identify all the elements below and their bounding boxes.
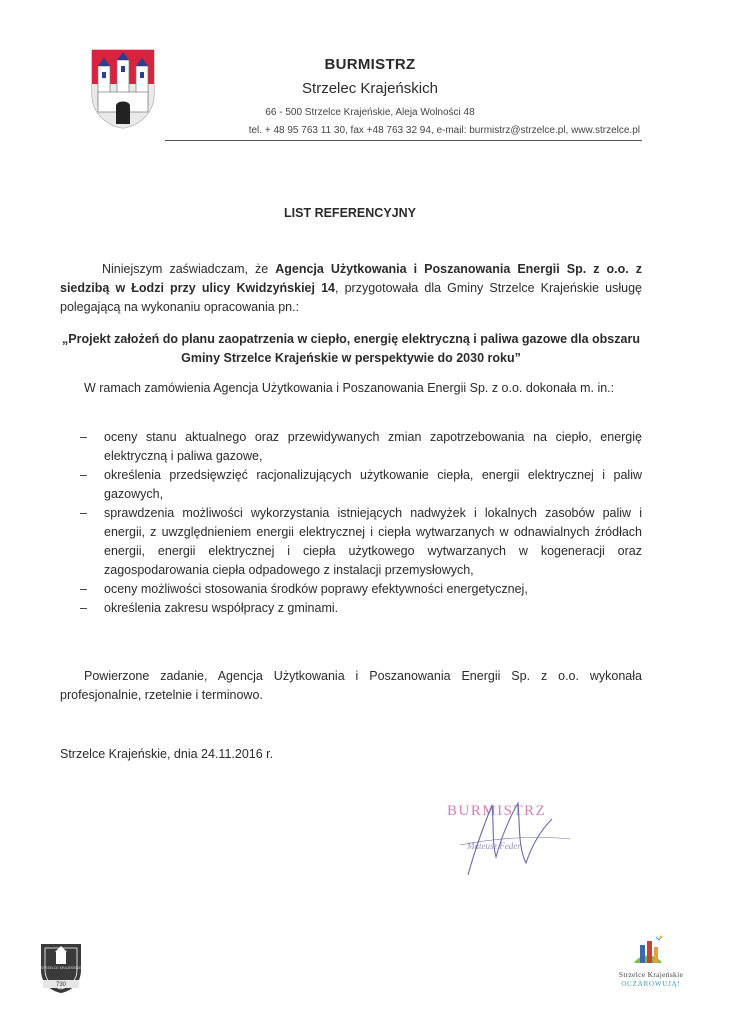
list-dash: – (80, 468, 87, 482)
list-item-text: określenia przedsięwzięć racjonalizujących użytkowanie ciepła, energii elektrycznej i paliw gazowych, (104, 468, 642, 501)
list-item (80, 428, 642, 466)
list-item (80, 599, 642, 618)
city-logo-tagline: OCZAROWUJĄ! (621, 980, 681, 988)
list-item-text: określenia zakresu współpracy z gminami. (104, 601, 339, 615)
intro-text-b: , przygotowała dla Gminy Strzelce Krajeńskie usługę polegającą na wykonaniu opracowania pn.: (60, 281, 642, 314)
coat-of-arms-icon (90, 48, 156, 130)
list-dash: – (80, 582, 87, 596)
mayor-stamp: BURMISTRZ (447, 803, 547, 819)
seal-text: STRZELCE KRAJEŃSKIE (40, 966, 82, 970)
city-logo-name: Strzelce Krajeńskie (618, 970, 684, 979)
header-divider (165, 140, 642, 141)
completion-text: Powierzone zadanie, Agencja Użytkowania i Poszanowania Energii Sp. z o.o. wykonała profesjonalnie, rzetelnie i terminowo. (60, 669, 642, 702)
list-item (80, 466, 642, 504)
intro-text-a: Niniejszym zaświadczam, że (102, 262, 276, 276)
signer-name: Mateusz Feder (467, 841, 521, 851)
list-dash: – (80, 506, 87, 520)
project-title: „Projekt założeń do planu zaopatrzenia w ciepło, energię elektryczną i paliwa gazowe dla obszaru Gminy Strzelce Krajeńskie w perspektywie do 2030 roku” (62, 332, 640, 365)
list-item (80, 504, 642, 580)
list-item (80, 580, 642, 599)
signature-icon (440, 795, 580, 880)
list-dash: – (80, 601, 87, 615)
list-dash: – (80, 430, 87, 444)
place-date: Strzelce Krajeńskie, dnia 24.11.2016 r. (60, 747, 274, 761)
intro-paragraph (60, 260, 642, 317)
list-item-text: oceny możliwości stosowania środków poprawy efektywności energetycznej, (104, 582, 528, 596)
order-text: W ramach zamówienia Agencja Użytkowania i Poszanowania Energii Sp. z o.o. dokonała m. in.: (84, 381, 615, 395)
header-contact: tel. + 48 95 763 11 30, fax +48 763 32 94, e-mail: burmistrz@strzelce.pl, www.strzelce.pl (248, 125, 640, 136)
intro-agency: Agencja Użytkowania i Poszanowania Energii Sp. z o.o. z siedzibą w Łodzi przy ulicy Kwidzyńskiej 14 (60, 262, 642, 295)
list-item-text: sprawdzenia możliwości wykorzystania istniejących nadwyżek i lokalnych zasobów paliw i energii, z uwzględnieniem energii elektrycznej i ciepła wytwarzanych w odnawialnych źródłach energii, energii elektrycznej i ciepła użytkowego wytwarzanych w kogeneracji oraz zagospodarowania ciepła odpadowego z instalacji przemysłowych, (104, 506, 642, 577)
header-subtitle: Strzelec Krajeńskich (302, 80, 438, 97)
seal-number: 730 (55, 982, 66, 988)
completion-paragraph (60, 667, 642, 705)
list-item-text: oceny stanu aktualnego oraz przewidywanych zmian zapotrzebowania na ciepło, energię elektryczną i paliwa gazowe, (104, 430, 642, 463)
order-paragraph (60, 379, 642, 398)
scope-list (80, 428, 642, 618)
document-title: LIST REFERENCYJNY (284, 206, 416, 220)
header-address: 66 - 500 Strzelce Krajeńskie, Aleja Wolności 48 (265, 107, 475, 118)
city-logo-icon (628, 933, 668, 969)
header-title: BURMISTRZ (324, 56, 416, 73)
